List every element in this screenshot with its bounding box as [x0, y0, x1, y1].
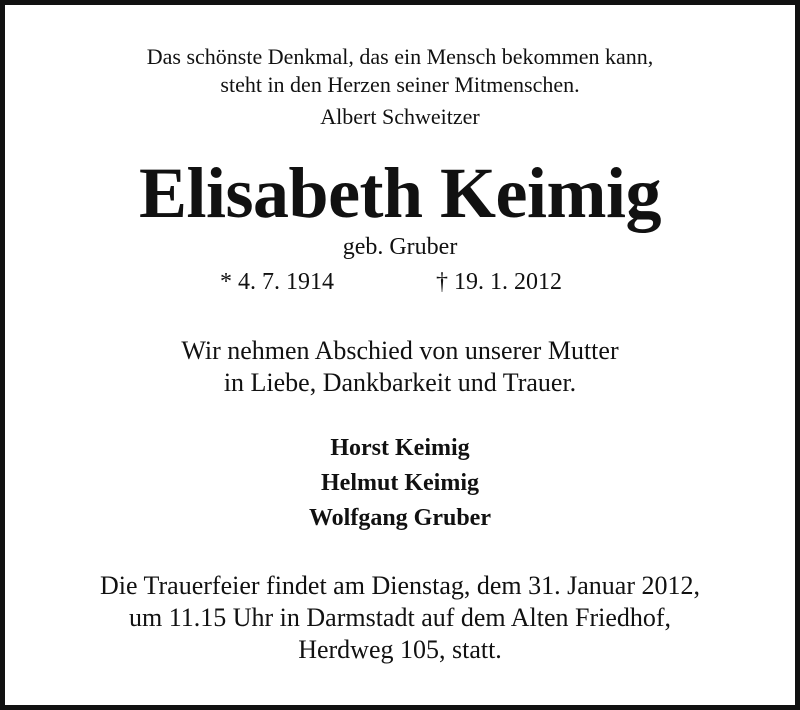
service-line-2: um 11.15 Uhr in Darmstadt auf dem Alten Friedhof,	[128, 603, 672, 632]
mourner-name: Horst Keimig	[330, 435, 470, 461]
birth-name: geb. Gruber	[342, 234, 458, 260]
quote-author: Albert Schweitzer	[320, 104, 480, 129]
farewell-line-2: in Liebe, Dankbarkeit und Trauer.	[223, 368, 577, 397]
service-line-1: Die Trauerfeier findet am Dienstag, dem 31. Januar 2012,	[99, 571, 700, 600]
death-date: † 19. 1. 2012	[436, 269, 562, 295]
birth-date: * 4. 7. 1914	[220, 269, 334, 295]
service-line-3: Herdweg 105, statt.	[298, 635, 502, 664]
mourner-name: Wolfgang Gruber	[308, 505, 491, 531]
farewell-line-1: Wir nehmen Abschied von unserer Mutter	[181, 336, 619, 365]
deceased-name: Elisabeth Keimig	[138, 153, 661, 233]
quote-line-1: Das schönste Denkmal, das ein Mensch bekommen kann,	[146, 44, 654, 69]
mourner-name: Helmut Keimig	[321, 470, 479, 496]
quote-line-2: steht in den Herzen seiner Mitmenschen.	[220, 72, 580, 97]
